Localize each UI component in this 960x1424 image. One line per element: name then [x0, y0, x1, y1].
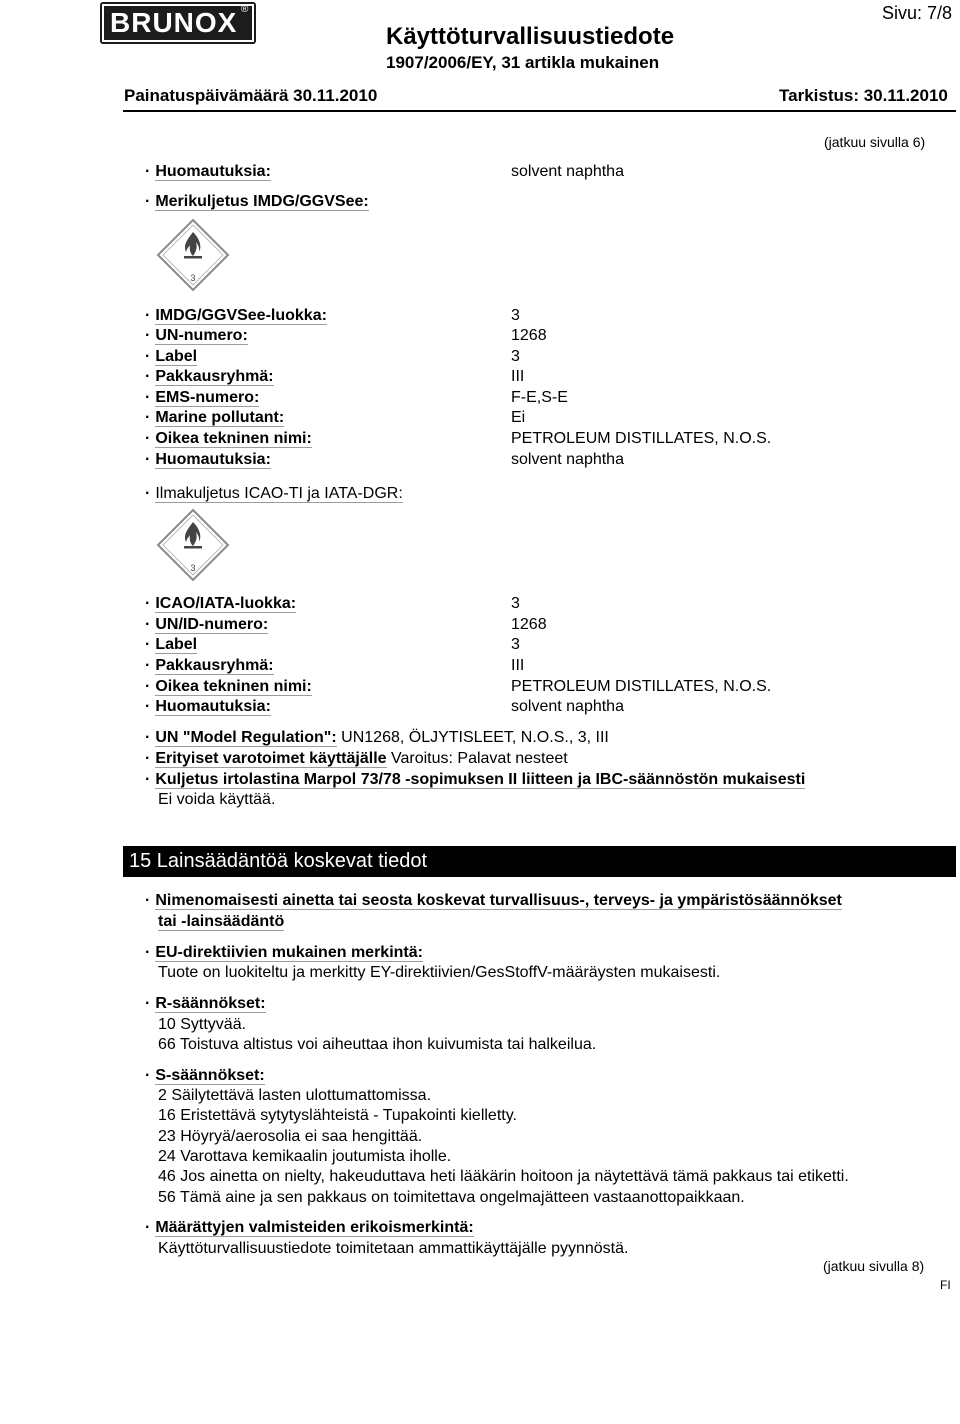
brand-logo-registered: ®	[241, 4, 249, 15]
bulk-transport-row: · Kuljetus irtolastina Marpol 73/78 -sopimuksen II liitteen ja IBC-säännöstön mukaisesti	[145, 771, 806, 788]
iata-shipping-name-value: PETROLEUM DISTILLATES, N.O.S.	[511, 678, 772, 695]
flammable-liquid-pictogram	[156, 218, 230, 292]
continued-on-note: (jatkuu sivulla 8)	[823, 1258, 925, 1274]
model-regulation-label: UN "Model Regulation":	[155, 729, 337, 746]
r-phrases-label: R-säännökset:	[155, 995, 266, 1012]
model-regulation-value: UN1268, ÖLJYTISLEET, N.O.S., 3, III	[341, 729, 609, 746]
remarks-row-top: · Huomautuksia: solvent naphtha	[145, 163, 624, 180]
model-regulation-row: · UN "Model Regulation": UN1268, ÖLJYTISLEET, N.O.S., 3, III	[145, 729, 609, 746]
s-phrase-item: 56 Tämä aine ja sen pakkaus on toimitettava ongelmajätteen vastaanottopaikkaan.	[158, 1189, 745, 1206]
iata-class-row: · ICAO/IATA-luokka: 3	[145, 595, 520, 612]
imdg-packing-group-value: III	[511, 368, 525, 385]
bulk-transport-value: Ei voida käyttää.	[158, 791, 276, 808]
sea-transport-heading: · Merikuljetus IMDG/GGVSee:	[145, 193, 369, 210]
header-rule	[123, 110, 956, 112]
imdg-remarks-label: Huomautuksia:	[155, 451, 271, 468]
imdg-shipping-name-label: Oikea tekninen nimi:	[155, 430, 312, 447]
specific-provisions-label-cont	[158, 912, 284, 932]
s-phrase-item: 24 Varottava kemikaalin joutumista iholle.	[158, 1148, 452, 1165]
iata-remarks-label: Huomautuksia:	[155, 698, 271, 715]
imdg-shipping-name-row: · Oikea tekninen nimi: PETROLEUM DISTILLATES, N.O.S.	[145, 430, 772, 447]
s-phrase-item: 23 Höyryä/aerosolia ei saa hengittää.	[158, 1128, 423, 1145]
imdg-ems-value: F-E,S-E	[511, 389, 568, 406]
imdg-class-value: 3	[511, 307, 520, 324]
remarks-value: solvent naphtha	[511, 163, 624, 180]
imdg-marine-pollutant-row: · Marine pollutant: Ei	[145, 409, 526, 426]
iata-class-label: ICAO/IATA-luokka:	[155, 595, 297, 612]
imdg-class-label: IMDG/GGVSee-luokka:	[155, 307, 327, 324]
imdg-remarks-value: solvent naphtha	[511, 451, 624, 468]
class-number: 3	[190, 273, 196, 283]
iata-remarks-row: · Huomautuksia: solvent naphtha	[145, 698, 624, 715]
eu-labelling-value: Tuote on luokiteltu ja merkitty EY-direktiivien/GesStoffV-määräysten mukaisesti.	[158, 964, 721, 981]
national-marking-row: · Määrättyjen valmisteiden erikoismerkintä:	[145, 1219, 474, 1236]
document-subtitle: 1907/2006/EY, 31 artikla mukainen	[386, 53, 660, 72]
brand-logo	[100, 2, 256, 44]
brand-logo-text: BRUNOX	[110, 7, 238, 38]
review-date: Tarkistus: 30.11.2010	[779, 86, 948, 105]
imdg-shipping-name-value: PETROLEUM DISTILLATES, N.O.S.	[511, 430, 772, 447]
iata-label-row: · Label 3	[145, 636, 520, 653]
flame-icon-air	[156, 508, 230, 582]
imdg-un-value: 1268	[511, 327, 547, 344]
s-phrases-label: S-säännökset:	[155, 1067, 265, 1084]
flammable-liquid-pictogram-air	[156, 508, 230, 582]
language-code: FI	[940, 1278, 951, 1292]
imdg-ems-label: EMS-numero:	[155, 389, 260, 406]
iata-packing-group-label: Pakkausryhmä:	[155, 657, 274, 674]
s-phrase-item: 16 Eristettävä sytytyslähteistä - Tupakointi kielletty.	[158, 1107, 517, 1124]
page-number: Sivu: 7/8	[882, 3, 953, 23]
class-number-air: 3	[190, 563, 196, 573]
imdg-ems-row: · EMS-numero: F-E,S-E	[145, 389, 568, 406]
specific-provisions-label: Nimenomaisesti ainetta tai seosta koskevat turvallisuus-, terveys- ja ympäristösäännökset	[155, 892, 842, 909]
imdg-un-label: UN-numero:	[155, 327, 248, 344]
imdg-marine-pollutant-value: Ei	[511, 409, 526, 426]
r-phrase-item: 10 Syttyvää.	[158, 1016, 247, 1033]
national-marking-label: Määrättyjen valmisteiden erikoismerkintä:	[155, 1219, 474, 1236]
air-transport-heading: · Ilmakuljetus ICAO-TI ja IATA-DGR:	[145, 485, 403, 502]
special-precautions-value: Varoitus: Palavat nesteet	[391, 750, 568, 767]
remarks-label: Huomautuksia:	[155, 163, 271, 180]
imdg-packing-group-row: · Pakkausryhmä: III	[145, 368, 525, 385]
r-phrases-row: · R-säännökset:	[145, 995, 266, 1012]
s-phrase-item: 2 Säilytettävä lasten ulottumattomissa.	[158, 1087, 432, 1104]
iata-un-row: · UN/ID-numero: 1268	[145, 616, 547, 633]
imdg-label-row: · Label 3	[145, 348, 520, 365]
imdg-marine-pollutant-label: Marine pollutant:	[155, 409, 285, 426]
document-title: Käyttöturvallisuustiedote	[386, 23, 675, 50]
bulk-transport-label: Kuljetus irtolastina Marpol 73/78 -sopimuksen II liitteen ja IBC-säännöstön mukaisesti	[155, 771, 806, 788]
iata-packing-group-value: III	[511, 657, 525, 674]
iata-shipping-name-row: · Oikea tekninen nimi: PETROLEUM DISTILLATES, N.O.S.	[145, 678, 772, 695]
iata-un-label: UN/ID-numero:	[155, 616, 269, 633]
section-15-header: 15 Lainsäädäntöä koskevat tiedot	[123, 846, 956, 877]
special-precautions-label: Erityiset varotoimet käyttäjälle	[155, 750, 387, 767]
eu-labelling-label: EU-direktiivien mukainen merkintä:	[155, 944, 423, 961]
specific-provisions-row: · Nimenomaisesti ainetta tai seosta koskevat turvallisuus-, terveys- ja ympäristösäännökset	[145, 892, 842, 909]
flame-icon	[156, 218, 230, 292]
sea-transport-label: Merikuljetus IMDG/GGVSee:	[155, 193, 369, 210]
iata-remarks-value: solvent naphtha	[511, 698, 624, 715]
national-marking-value: Käyttöturvallisuustiedote toimitetaan ammattikäyttäjälle pyynnöstä.	[158, 1240, 629, 1257]
eu-labelling-row: · EU-direktiivien mukainen merkintä:	[145, 944, 423, 961]
s-phrases-row: · S-säännökset:	[145, 1067, 265, 1084]
specific-provisions-label-2: tai -lainsäädäntö	[158, 913, 285, 930]
iata-packing-group-row: · Pakkausryhmä: III	[145, 657, 525, 674]
iata-label-label: Label	[155, 636, 198, 653]
iata-un-value: 1268	[511, 616, 547, 633]
imdg-class-row: · IMDG/GGVSee-luokka: 3	[145, 307, 520, 324]
print-date: Painatuspäivämäärä 30.11.2010	[124, 86, 378, 105]
air-transport-label: Ilmakuljetus ICAO-TI ja IATA-DGR:	[155, 485, 403, 502]
imdg-remarks-row: · Huomautuksia: solvent naphtha	[145, 451, 624, 468]
imdg-packing-group-label: Pakkausryhmä:	[155, 368, 274, 385]
special-precautions-row: · Erityiset varotoimet käyttäjälle Varoitus: Palavat nesteet	[145, 750, 568, 767]
imdg-label-label: Label	[155, 348, 198, 365]
s-phrase-item: 46 Jos ainetta on nielty, hakeuduttava heti lääkärin hoitoon ja näytettävä tämä pakkaus tai etiketti.	[158, 1168, 849, 1185]
imdg-label-value: 3	[511, 348, 520, 365]
imdg-un-row: · UN-numero: 1268	[145, 327, 547, 344]
iata-class-value: 3	[511, 595, 520, 612]
iata-label-value: 3	[511, 636, 520, 653]
continued-from-note: (jatkuu sivulla 6)	[824, 134, 926, 150]
r-phrase-item: 66 Toistuva altistus voi aiheuttaa ihon kuivumista tai halkeilua.	[158, 1036, 597, 1053]
iata-shipping-name-label: Oikea tekninen nimi:	[155, 678, 312, 695]
